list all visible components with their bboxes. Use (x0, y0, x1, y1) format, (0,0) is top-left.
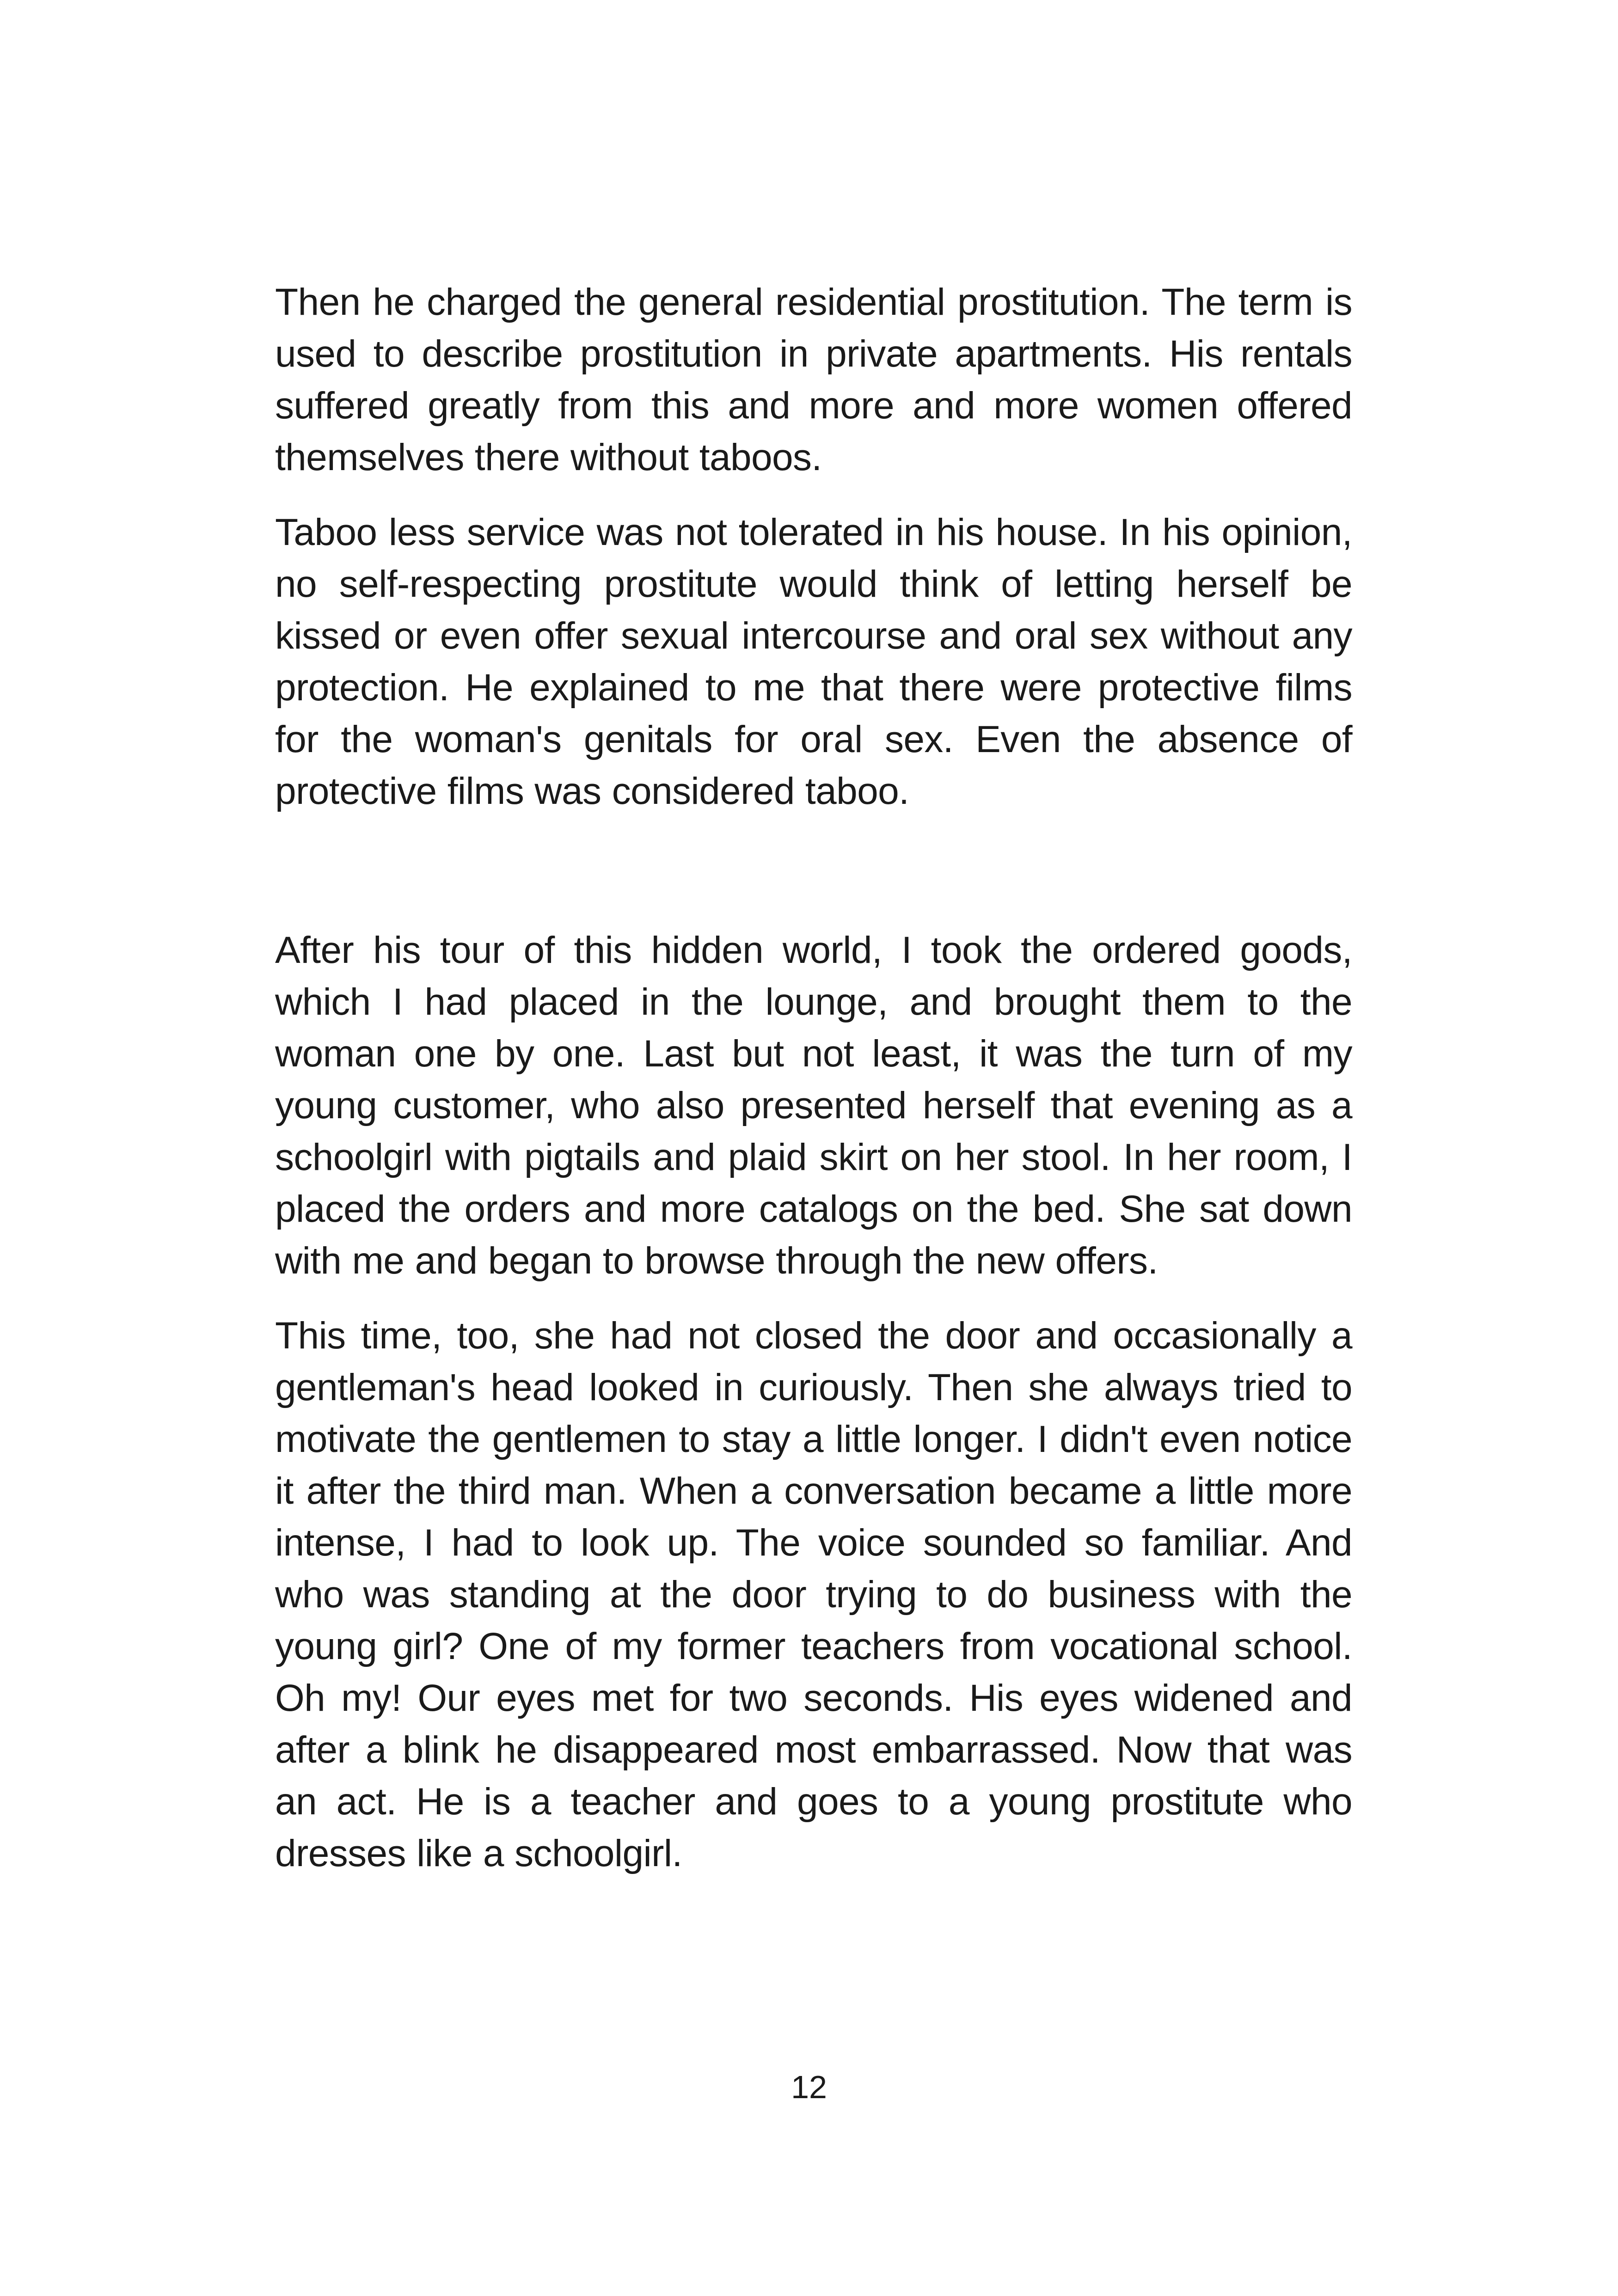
paragraph-4: This time, too, she had not closed the door and occasionally a gentleman's head looked in curiously. Then she always tried to motivate the gentlemen to stay a little longer. I didn't even notice it after the third man. When a conversation became a little more intense, I had to look up. The voice sounded so familiar. And who was standing at the door trying to do business with the young girl? One of my former teachers from vocational school. Oh my! Our eyes met for two seconds. His eyes widened and after a blink he disappeared most embarrassed. Now that was an act. He is a teacher and goes to a young prostitute who dresses like a schoolgirl. (275, 1315, 1352, 1874)
paragraph-1: Then he charged the general residential prostitution. The term is used to describe prostitution in private apartments. His rentals suffered greatly from this and more and more women offered themselves there without taboos. (275, 281, 1352, 478)
body-text (275, 276, 1352, 1880)
page-number: 12 (791, 2069, 827, 2105)
paragraph-2: Taboo less service was not tolerated in his house. In his opinion, no self-respecting prostitute would think of letting herself be kissed or even offer sexual intercourse and oral sex without any protection. He explained to me that there were protective films for the woman's genitals for oral sex. Even the absence of protective films was considered taboo. (275, 511, 1352, 812)
paragraph-3: After his tour of this hidden world, I took the ordered goods, which I had placed in the lounge, and brought them to the woman one by one. Last but not least, it was the turn of my young customer, who also presented herself that evening as a schoolgirl with pigtails and plaid skirt on her stool. In her room, I placed the orders and more catalogs on the bed. She sat down with me and began to browse through the new offers. (275, 929, 1352, 1282)
